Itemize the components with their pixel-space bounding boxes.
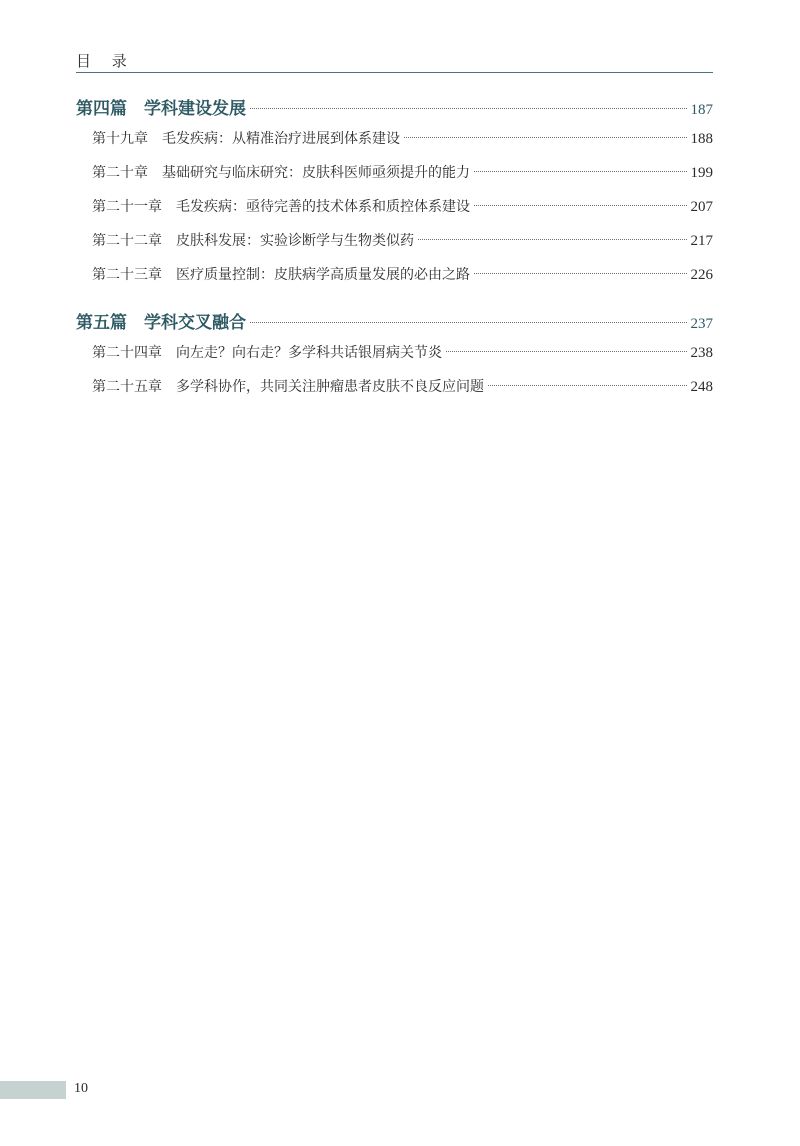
footer-accent-bar (0, 1081, 66, 1099)
toc-chapter-title: 第二十章 基础研究与临床研究：皮肤科医师亟须提升的能力 (92, 165, 470, 181)
page-header (76, 50, 713, 74)
toc-chapter-title: 第二十五章 多学科协作，共同关注肿瘤患者皮肤不良反应问题 (92, 379, 484, 395)
part-spacer (76, 298, 713, 308)
toc-chapter-entry[interactable] (76, 342, 713, 376)
toc-chapter-page-number: 248 (690, 379, 713, 395)
toc-chapter-title: 第二十一章 毛发疾病：亟待完善的技术体系和质控体系建设 (92, 199, 470, 215)
toc-chapter-page-number: 226 (690, 267, 713, 283)
toc-part-title: 第五篇 学科交叉融合 (76, 313, 246, 333)
toc-chapter-title: 第十九章 毛发疾病：从精准治疗进展到体系建设 (92, 131, 400, 147)
toc-chapter-title: 第二十四章 向左走？向右走？多学科共话银屑病关节炎 (92, 345, 442, 361)
toc-chapter-entry[interactable] (76, 128, 713, 162)
toc-part-page-number: 187 (690, 102, 713, 118)
toc-chapter-page-number: 238 (690, 345, 713, 361)
toc-chapter-page-number: 217 (690, 233, 713, 249)
dot-leader (474, 273, 687, 274)
toc-part-entry[interactable] (76, 308, 713, 334)
toc-chapter-entry[interactable] (76, 196, 713, 230)
toc-chapter-entry[interactable] (76, 230, 713, 264)
dot-leader (488, 385, 687, 386)
toc-chapter-page-number: 207 (690, 199, 713, 215)
dot-leader (418, 239, 687, 240)
toc-part-page-number: 237 (690, 316, 713, 332)
toc-part-title: 第四篇 学科建设发展 (76, 99, 246, 119)
toc-chapter-entry[interactable] (76, 162, 713, 196)
toc-chapter-entry[interactable] (76, 264, 713, 298)
toc-chapter-page-number: 199 (690, 165, 713, 181)
page-header-title: 目 录 (76, 52, 135, 70)
footer-page-number: 10 (74, 1081, 88, 1096)
dot-leader (474, 171, 687, 172)
header-divider (76, 72, 713, 73)
dot-leader (474, 205, 687, 206)
toc-part-entry[interactable] (76, 94, 713, 120)
dot-leader (404, 137, 687, 138)
toc-chapter-title: 第二十三章 医疗质量控制：皮肤病学高质量发展的必由之路 (92, 267, 470, 283)
toc-chapter-page-number: 188 (690, 131, 713, 147)
dot-leader (446, 351, 687, 352)
table-of-contents (76, 94, 713, 410)
dot-leader (250, 322, 687, 323)
toc-chapter-entry[interactable] (76, 376, 713, 410)
dot-leader (250, 108, 687, 109)
toc-chapter-title: 第二十二章 皮肤科发展：实验诊断学与生物类似药 (92, 233, 414, 249)
